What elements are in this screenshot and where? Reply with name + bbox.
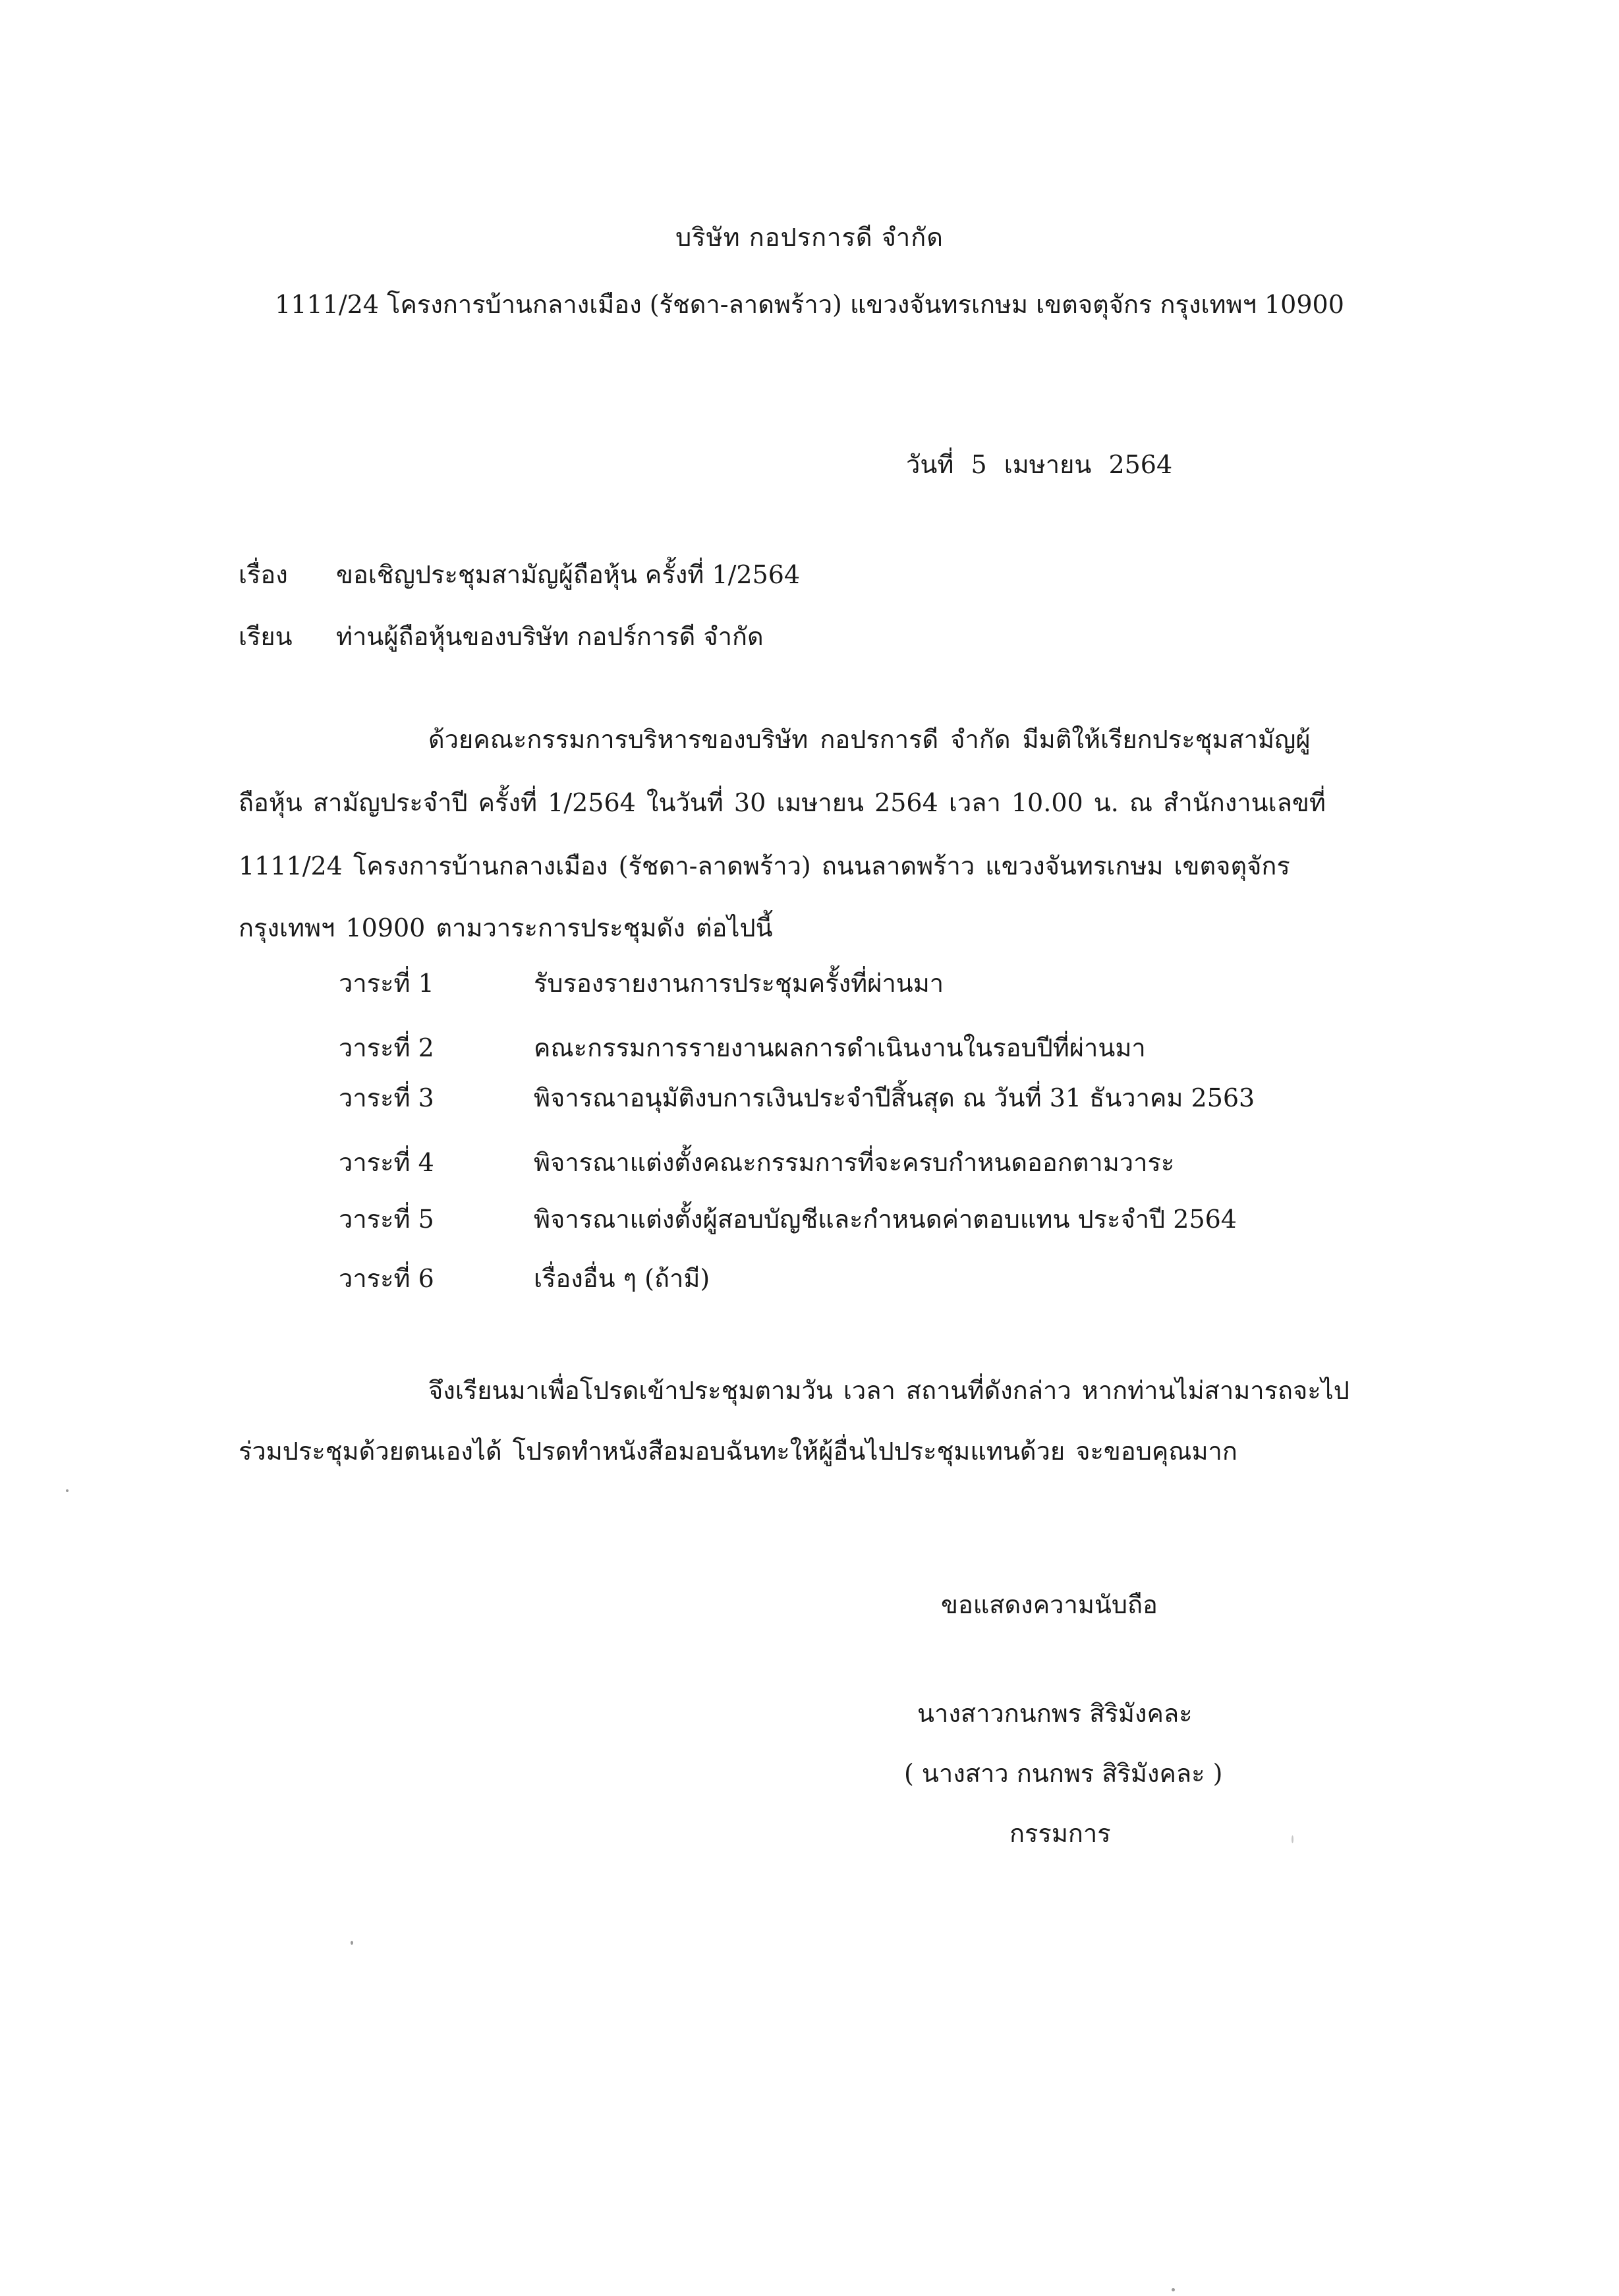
body-paragraph-1-line-1: ด้วยคณะกรรมการบริหารของบริษัท กอปรการดี จำกัด มีมติให้เรียกประชุมสามัญผู้ <box>428 725 1311 754</box>
agenda-text: พิจารณาแต่งตั้งคณะกรรมการที่จะครบกำหนดออกตามวาระ <box>534 1148 1175 1177</box>
subject-text: ขอเชิญประชุมสามัญผู้ถือหุ้น ครั้งที่ 1/2564 <box>336 560 801 589</box>
scan-speck <box>1292 1835 1293 1843</box>
agenda-item <box>339 1083 1255 1114</box>
agenda-text: พิจารณาแต่งตั้งผู้สอบบัญชีและกำหนดค่าตอบแทน ประจำปี 2564 <box>534 1205 1237 1234</box>
letter-date: วันที่ 5 เมษายน 2564 <box>906 450 1173 479</box>
scan-speck <box>1172 2288 1175 2291</box>
agenda-item <box>339 1205 1237 1235</box>
agenda-item <box>339 1148 1174 1178</box>
agenda-label: วาระที่ 3 <box>339 1083 434 1112</box>
agenda-label: วาระที่ 6 <box>339 1264 434 1293</box>
scan-speck <box>351 1941 353 1945</box>
subject-label: เรื่อง <box>239 560 288 589</box>
signature-name: นางสาวกนกพร สิริมังคละ <box>917 1699 1193 1728</box>
company-address: 1111/24 โครงการบ้านกลางเมือง (รัชดา-ลาดพร้าว) แขวงจันทรเกษม เขตจตุจักร กรุงเทพฯ 10900 <box>275 290 1344 319</box>
agenda-item <box>339 969 944 999</box>
agenda-text: พิจารณาอนุมัติงบการเงินประจำปีสิ้นสุด ณ วันที่ 31 ธันวาคม 2563 <box>534 1083 1255 1112</box>
agenda-item <box>339 1264 710 1294</box>
agenda-label: วาระที่ 4 <box>339 1148 434 1177</box>
recipient-row <box>239 622 764 652</box>
company-name: บริษัท กอปรการดี จำกัด <box>675 223 944 252</box>
recipient-label: เรียน <box>239 622 293 651</box>
recipient-text: ท่านผู้ถือหุ้นของบริษัท กอปร์การดี จำกัด <box>336 622 764 651</box>
body-paragraph-1-line-2: ถือหุ้น สามัญประจำปี ครั้งที่ 1/2564 ในวันที่ 30 เมษายน 2564 เวลา 10.00 น. ณ สำนักงานเลขที่ <box>239 788 1326 817</box>
agenda-label: วาระที่ 2 <box>339 1033 434 1062</box>
body-paragraph-1-line-3: 1111/24 โครงการบ้านกลางเมือง (รัชดา-ลาดพร้าว) ถนนลาดพร้าว แขวงจันทรเกษม เขตจตุจักร <box>239 851 1290 880</box>
subject-row <box>239 560 800 590</box>
agenda-text: เรื่องอื่น ๆ (ถ้ามี) <box>534 1264 710 1293</box>
closing-salutation: ขอแสดงความนับถือ <box>941 1590 1158 1619</box>
body-paragraph-2-line-2: ร่วมประชุมด้วยตนเองได้ โปรดทำหนังสือมอบฉันทะให้ผู้อื่นไปประชุมแทนด้วย จะขอบคุณมาก <box>239 1437 1237 1466</box>
agenda-label: วาระที่ 5 <box>339 1205 434 1234</box>
agenda-item <box>339 1033 1146 1064</box>
signature-printed-name: ( นางสาว กนกพร สิริมังคละ ) <box>904 1759 1223 1788</box>
scan-speck <box>66 1489 69 1492</box>
agenda-label: วาระที่ 1 <box>339 969 434 998</box>
body-paragraph-2-line-1: จึงเรียนมาเพื่อโปรดเข้าประชุมตามวัน เวลา สถานที่ดังกล่าว หากท่านไม่สามารถจะไป <box>428 1376 1349 1405</box>
agenda-text: คณะกรรมการรายงานผลการดำเนินงานในรอบปีที่ผ่านมา <box>534 1033 1146 1062</box>
agenda-text: รับรองรายงานการประชุมครั้งที่ผ่านมา <box>534 969 944 998</box>
signature-position: กรรมการ <box>1009 1819 1111 1848</box>
body-paragraph-1-line-4: กรุงเทพฯ 10900 ตามวาระการประชุมดัง ต่อไปนี้ <box>239 913 773 942</box>
